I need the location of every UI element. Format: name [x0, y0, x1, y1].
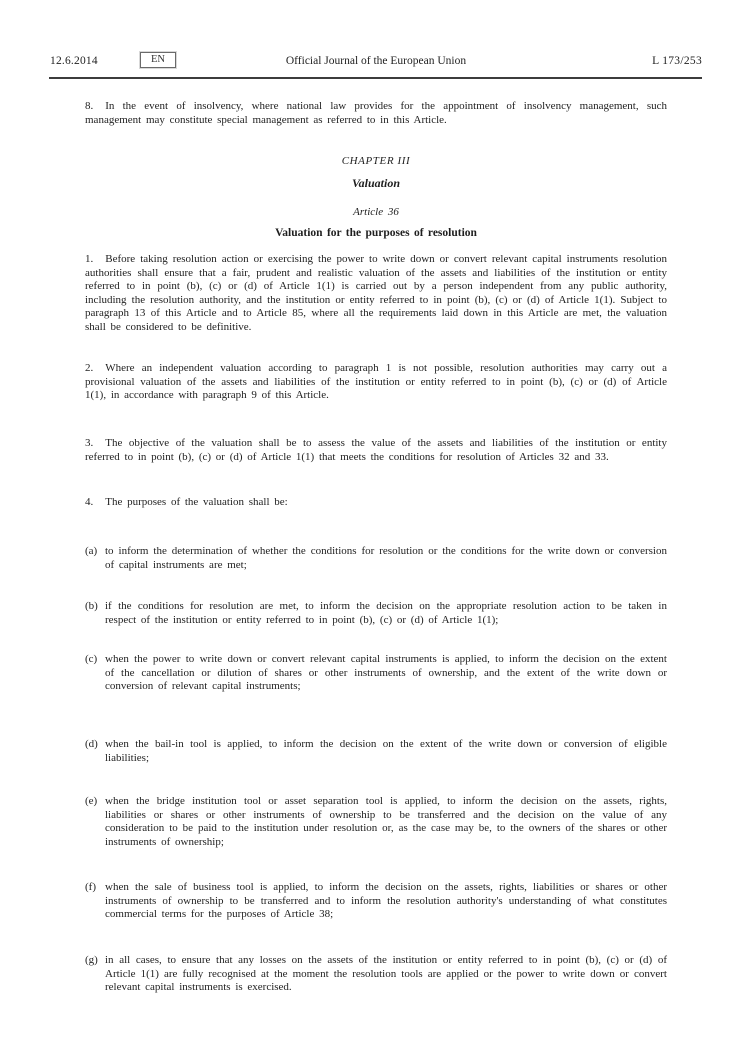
list-item-label: (b) — [85, 600, 98, 612]
list-item-text: when the sale of business tool is applied, to inform the decision on the assets, rights, liabilities or shares or other instruments of ownership to be transferred and to inform the resolution authority's understanding of what constitutes commercial terms for the purposes of Article 38; — [105, 881, 667, 920]
header-rule — [49, 77, 702, 79]
paragraph-text: The objective of the valuation shall be to assess the value of the assets and liabilities of the institution or entity referred to in point (b), (c) or (d) of Article 1(1) that meets the conditions for resolution of Articles 32 and 33. — [85, 437, 667, 463]
chapter-title: Valuation — [351, 176, 401, 190]
list-item-text: when the power to write down or convert relevant capital instruments is applied, to inform the decision on the extent of the cancellation or dilution of shares or other instruments of ownership, and the extent of the write down or conversion of relevant capital instruments; — [105, 653, 667, 692]
page-header — [50, 52, 702, 72]
paragraph-1 — [85, 253, 667, 334]
paragraph-number: 8. — [85, 100, 94, 112]
paragraph-2 — [85, 362, 667, 403]
paragraph-4 — [85, 496, 667, 510]
article-title: Valuation for the purposes of resolution — [275, 227, 477, 239]
paragraph-number: 3. — [85, 437, 94, 449]
list-item-text: if the conditions for resolution are met, to inform the decision on the appropriate resolution action to be taken in respect of the institution or entity referred to in point (b), (c) or (d) of Article 1(1); — [105, 600, 667, 626]
list-item-label: (e) — [85, 795, 98, 807]
list-item-g — [85, 954, 667, 995]
chapter-label: CHAPTER III — [341, 155, 411, 167]
list-item-label: (c) — [85, 653, 98, 665]
paragraph-text: The purposes of the valuation shall be: — [105, 496, 288, 508]
list-item-c — [85, 653, 667, 694]
list-item-b — [85, 600, 667, 627]
page-reference: L 173/253 — [652, 55, 702, 67]
list-item-a — [85, 545, 667, 572]
paragraph-text: In the event of insolvency, where national law provides for the appointment of insolvency management, such management may constitute special management as referred to in this Article. — [85, 100, 667, 126]
list-item-label: (a) — [85, 545, 98, 557]
list-item-label: (d) — [85, 738, 98, 750]
journal-title: Official Journal of the European Union — [285, 55, 467, 67]
header-date: 12.6.2014 — [50, 55, 98, 67]
list-item-e — [85, 795, 667, 849]
paragraph-text: Before taking resolution action or exercising the power to write down or convert relevant capital instruments resolution authorities shall ensure that a fair, prudent and realistic valuation of the assets and liabilities of the institution or entity referred to in point (b), (c) or (d) of Article 1(1) is carried out by a person independent from any public authority, including the resolution authority, and the institution or entity referred to in point (b), (c) or (d) of Article 1(1). Subject to paragraph 13 of this Article and to Article 85, where all the requirements laid down in this Article are met, the valuation shall be considered to be definitive. — [85, 253, 667, 333]
list-item-f — [85, 881, 667, 922]
list-item-text: to inform the determination of whether the conditions for resolution or the conditions for the write down or conversion of capital instruments are met; — [105, 545, 667, 571]
paragraph-number: 2. — [85, 362, 94, 374]
list-item-label: (f) — [85, 881, 96, 893]
list-item-label: (g) — [85, 954, 98, 966]
list-item-text: when the bridge institution tool or asset separation tool is applied, to inform the decision on the assets, rights, liabilities or shares or other instruments of ownership to be transferred and the decision on the value of any consideration to be paid to the institution under resolution or, as the case may be, to the owners of the shares or other instruments of ownership; — [105, 795, 667, 848]
paragraph-8 — [85, 100, 667, 127]
list-item-d — [85, 738, 667, 765]
list-item-text: when the bail-in tool is applied, to inform the decision on the extent of the write down or conversion of eligible liabilities; — [105, 738, 667, 764]
article-label: Article 36 — [353, 206, 399, 218]
list-item-text: in all cases, to ensure that any losses on the assets of the institution or entity referred to in point (b), (c) or (d) of Article 1(1) are fully recognised at the moment the resolution tools are applied or the power to write down or convert relevant capital instruments is exercised. — [105, 954, 667, 993]
paragraph-3 — [85, 437, 667, 464]
paragraph-number: 4. — [85, 496, 94, 508]
language-badge: EN — [140, 52, 176, 68]
paragraph-text: Where an independent valuation according to paragraph 1 is not possible, resolution authorities may carry out a provisional valuation of the assets and liabilities of the institution or entity referred to in point (b), (c) or (d) of Article 1(1), in accordance with paragraph 9 of this Article. — [85, 362, 667, 401]
paragraph-number: 1. — [85, 253, 94, 265]
